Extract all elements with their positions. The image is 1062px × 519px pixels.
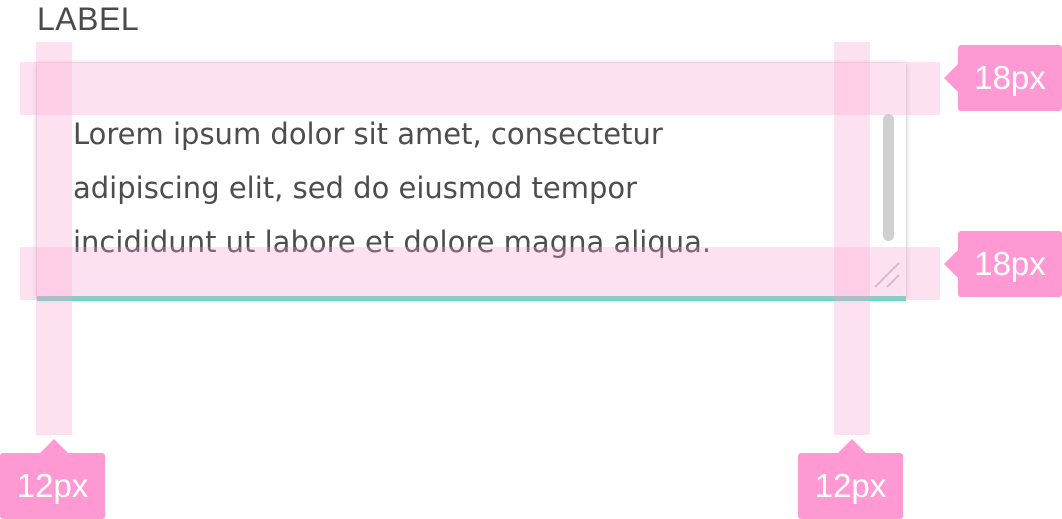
textarea-line-1: Lorem ipsum dolor sit amet, consectetur <box>73 117 663 151</box>
padding-left-tag: 12px <box>0 453 105 519</box>
padding-top-tag: 18px <box>958 45 1062 111</box>
field-label: LABEL <box>37 1 140 37</box>
padding-top-tag-arrow <box>944 64 958 92</box>
textarea-text <box>73 107 863 269</box>
scrollbar-thumb[interactable] <box>883 114 894 241</box>
textarea-field[interactable] <box>37 63 906 298</box>
focus-underline <box>37 296 906 301</box>
padding-bottom-tag-arrow <box>944 250 958 278</box>
padding-right-tag-arrow <box>838 439 866 453</box>
resize-handle-icon[interactable] <box>871 259 903 291</box>
textarea-line-2: adipiscing elit, sed do eiusmod tempor <box>73 171 638 205</box>
textarea-line-3: incididunt ut labore et dolore magna aliqua. <box>73 225 712 259</box>
padding-bottom-tag: 18px <box>958 231 1062 297</box>
padding-right-tag: 12px <box>798 453 903 519</box>
padding-left-tag-arrow <box>40 439 68 453</box>
